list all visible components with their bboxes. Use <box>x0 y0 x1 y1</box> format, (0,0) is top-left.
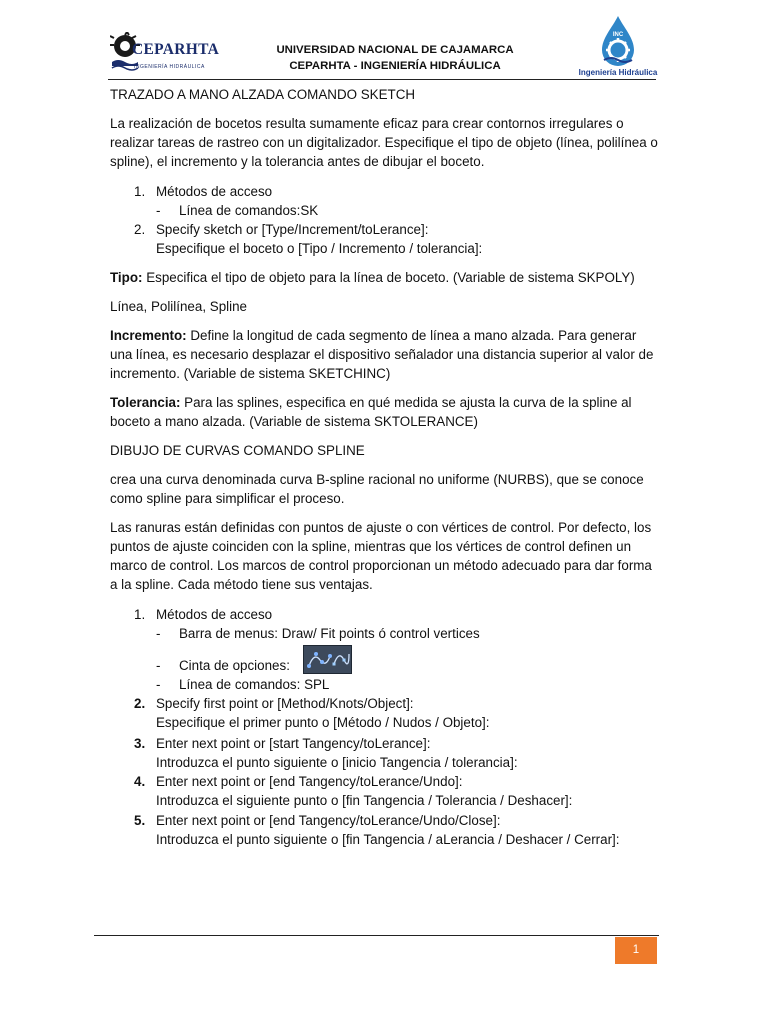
logo-right-caption: Ingeniería Hidráulica <box>578 68 658 77</box>
department-name: CEPARHTA - INGENIERÍA HIDRÁULICA <box>289 60 501 72</box>
s2-list-item-1: Métodos de acceso <box>156 607 273 622</box>
tipo-options: Línea, Polilínea, Spline <box>110 299 247 314</box>
section2-para2: Las ranuras están definidas con puntos de ajuste o con vértices de control. Por defecto, los puntos de ajuste coinciden con la spline, mientras que los vértices de control definen un marco de control. Los marcos de control proporcionan un método adecuado para dar forma a la spline. Cada método tiene sus ventajas. <box>110 520 652 592</box>
s2-list-item-2-translation: Especifique el primer punto o [Método / Nudos / Objeto]: <box>156 715 490 730</box>
tolerancia-paragraph <box>110 393 662 431</box>
section2-heading: DIBUJO DE CURVAS COMANDO SPLINE <box>110 443 365 458</box>
s2-sub-item-1: Barra de menus: Draw/ Fit points ó control vertices <box>179 626 480 641</box>
s2-list-item-5-translation: Introduzca el punto siguiente o [fin Tangencia / aLerancia / Deshacer / Cerrar]: <box>156 832 620 847</box>
incremento-paragraph <box>110 326 662 383</box>
s2-list-item-2: Specify first point or [Method/Knots/Object]: <box>156 696 414 711</box>
incremento-label: Incremento: <box>110 328 187 343</box>
s2-list-num-5: 5. <box>134 813 146 828</box>
logo-left-subtext: INGENIERÍA HIDRÁULICA <box>134 64 205 70</box>
s2-list-item-4: Enter next point or [end Tangency/toLerance/Undo]: <box>156 774 463 789</box>
incremento-text: Define la longitud de cada segmento de línea a mano alzada. Para generar una línea, es necesario desplazar el dispositivo señalador una distancia superior al valor de incremento. (Variable de sistema SKETCHINC) <box>110 328 654 381</box>
s1-list-num-2: 2. <box>134 222 146 237</box>
tipo-paragraph <box>110 268 662 287</box>
tipo-text: Especifica el tipo de objeto para la línea de boceto. (Variable de sistema SKPOLY) <box>142 270 635 285</box>
s2-list-item-5: Enter next point or [end Tangency/toLerance/Undo/Close]: <box>156 813 501 828</box>
tolerancia-label: Tolerancia: <box>110 395 181 410</box>
logo-left-text: CEPARHTA <box>132 41 220 58</box>
list-dash: - <box>156 626 161 641</box>
ingenieria-hidraulica-logo <box>578 14 658 80</box>
university-name: UNIVERSIDAD NACIONAL DE CAJAMARCA <box>276 44 514 56</box>
section1-intro: La realización de bocetos resulta sumamente eficaz para crear contornos irregulares o realizar tareas de rastreo con un digitalizador. Especifique el tipo de objeto (línea, polilínea o spline), el incremento y la tolerancia antes de dibujar el boceto. <box>110 116 658 169</box>
list-dash: - <box>156 203 161 218</box>
water-drop-gear-icon <box>578 14 658 68</box>
page-number-badge: 1 <box>615 937 657 964</box>
ceparhta-logo <box>110 30 220 78</box>
tipo-label: Tipo: <box>110 270 143 285</box>
section1-heading: TRAZADO A MANO ALZADA COMANDO SKETCH <box>110 87 416 102</box>
s1-list-item-2: Specify sketch or [Type/Increment/toLerance]: <box>156 222 429 237</box>
list-dash: - <box>156 658 161 673</box>
header-title <box>250 42 540 74</box>
s2-list-num-4: 4. <box>134 774 146 789</box>
spline-ribbon-icon <box>303 645 352 674</box>
s1-list-item-1: Métodos de acceso <box>156 184 273 199</box>
s2-list-num-3: 3. <box>134 736 146 751</box>
s2-list-num-2: 2. <box>134 696 146 711</box>
s2-sub-item-3: Línea de comandos: SPL <box>179 677 330 692</box>
s2-list-item-3: Enter next point or [start Tangency/toLerance]: <box>156 736 431 751</box>
s2-list-item-4-translation: Introduzca el siguiente punto o [fin Tangencia / Tolerancia / Deshacer]: <box>156 793 573 808</box>
footer-divider <box>94 935 659 936</box>
s2-list-item-3-translation: Introduzca el punto siguiente o [inicio Tangencia / tolerancia]: <box>156 755 518 770</box>
s1-list-num-1: 1. <box>134 184 146 199</box>
s1-list-item-2-translation: Especifique el boceto o [Tipo / Incremento / tolerancia]: <box>156 241 483 256</box>
section2-para1: crea una curva denominada curva B-spline racional no uniforme (NURBS), que se conoce como spline para simplificar el proceso. <box>110 472 644 506</box>
s1-sub-item-1: Línea de comandos:SK <box>179 203 319 218</box>
list-dash: - <box>156 677 161 692</box>
s2-list-num-1: 1. <box>134 607 146 622</box>
s2-sub-item-2: Cinta de opciones: <box>179 658 290 673</box>
tolerancia-text: Para las splines, especifica en qué medida se ajusta la curva de la spline al boceto a mano alzada. (Variable de sistema SKTOLERANCE) <box>110 395 632 429</box>
header-divider <box>108 79 656 80</box>
logo-right-badge: INC <box>612 32 624 38</box>
